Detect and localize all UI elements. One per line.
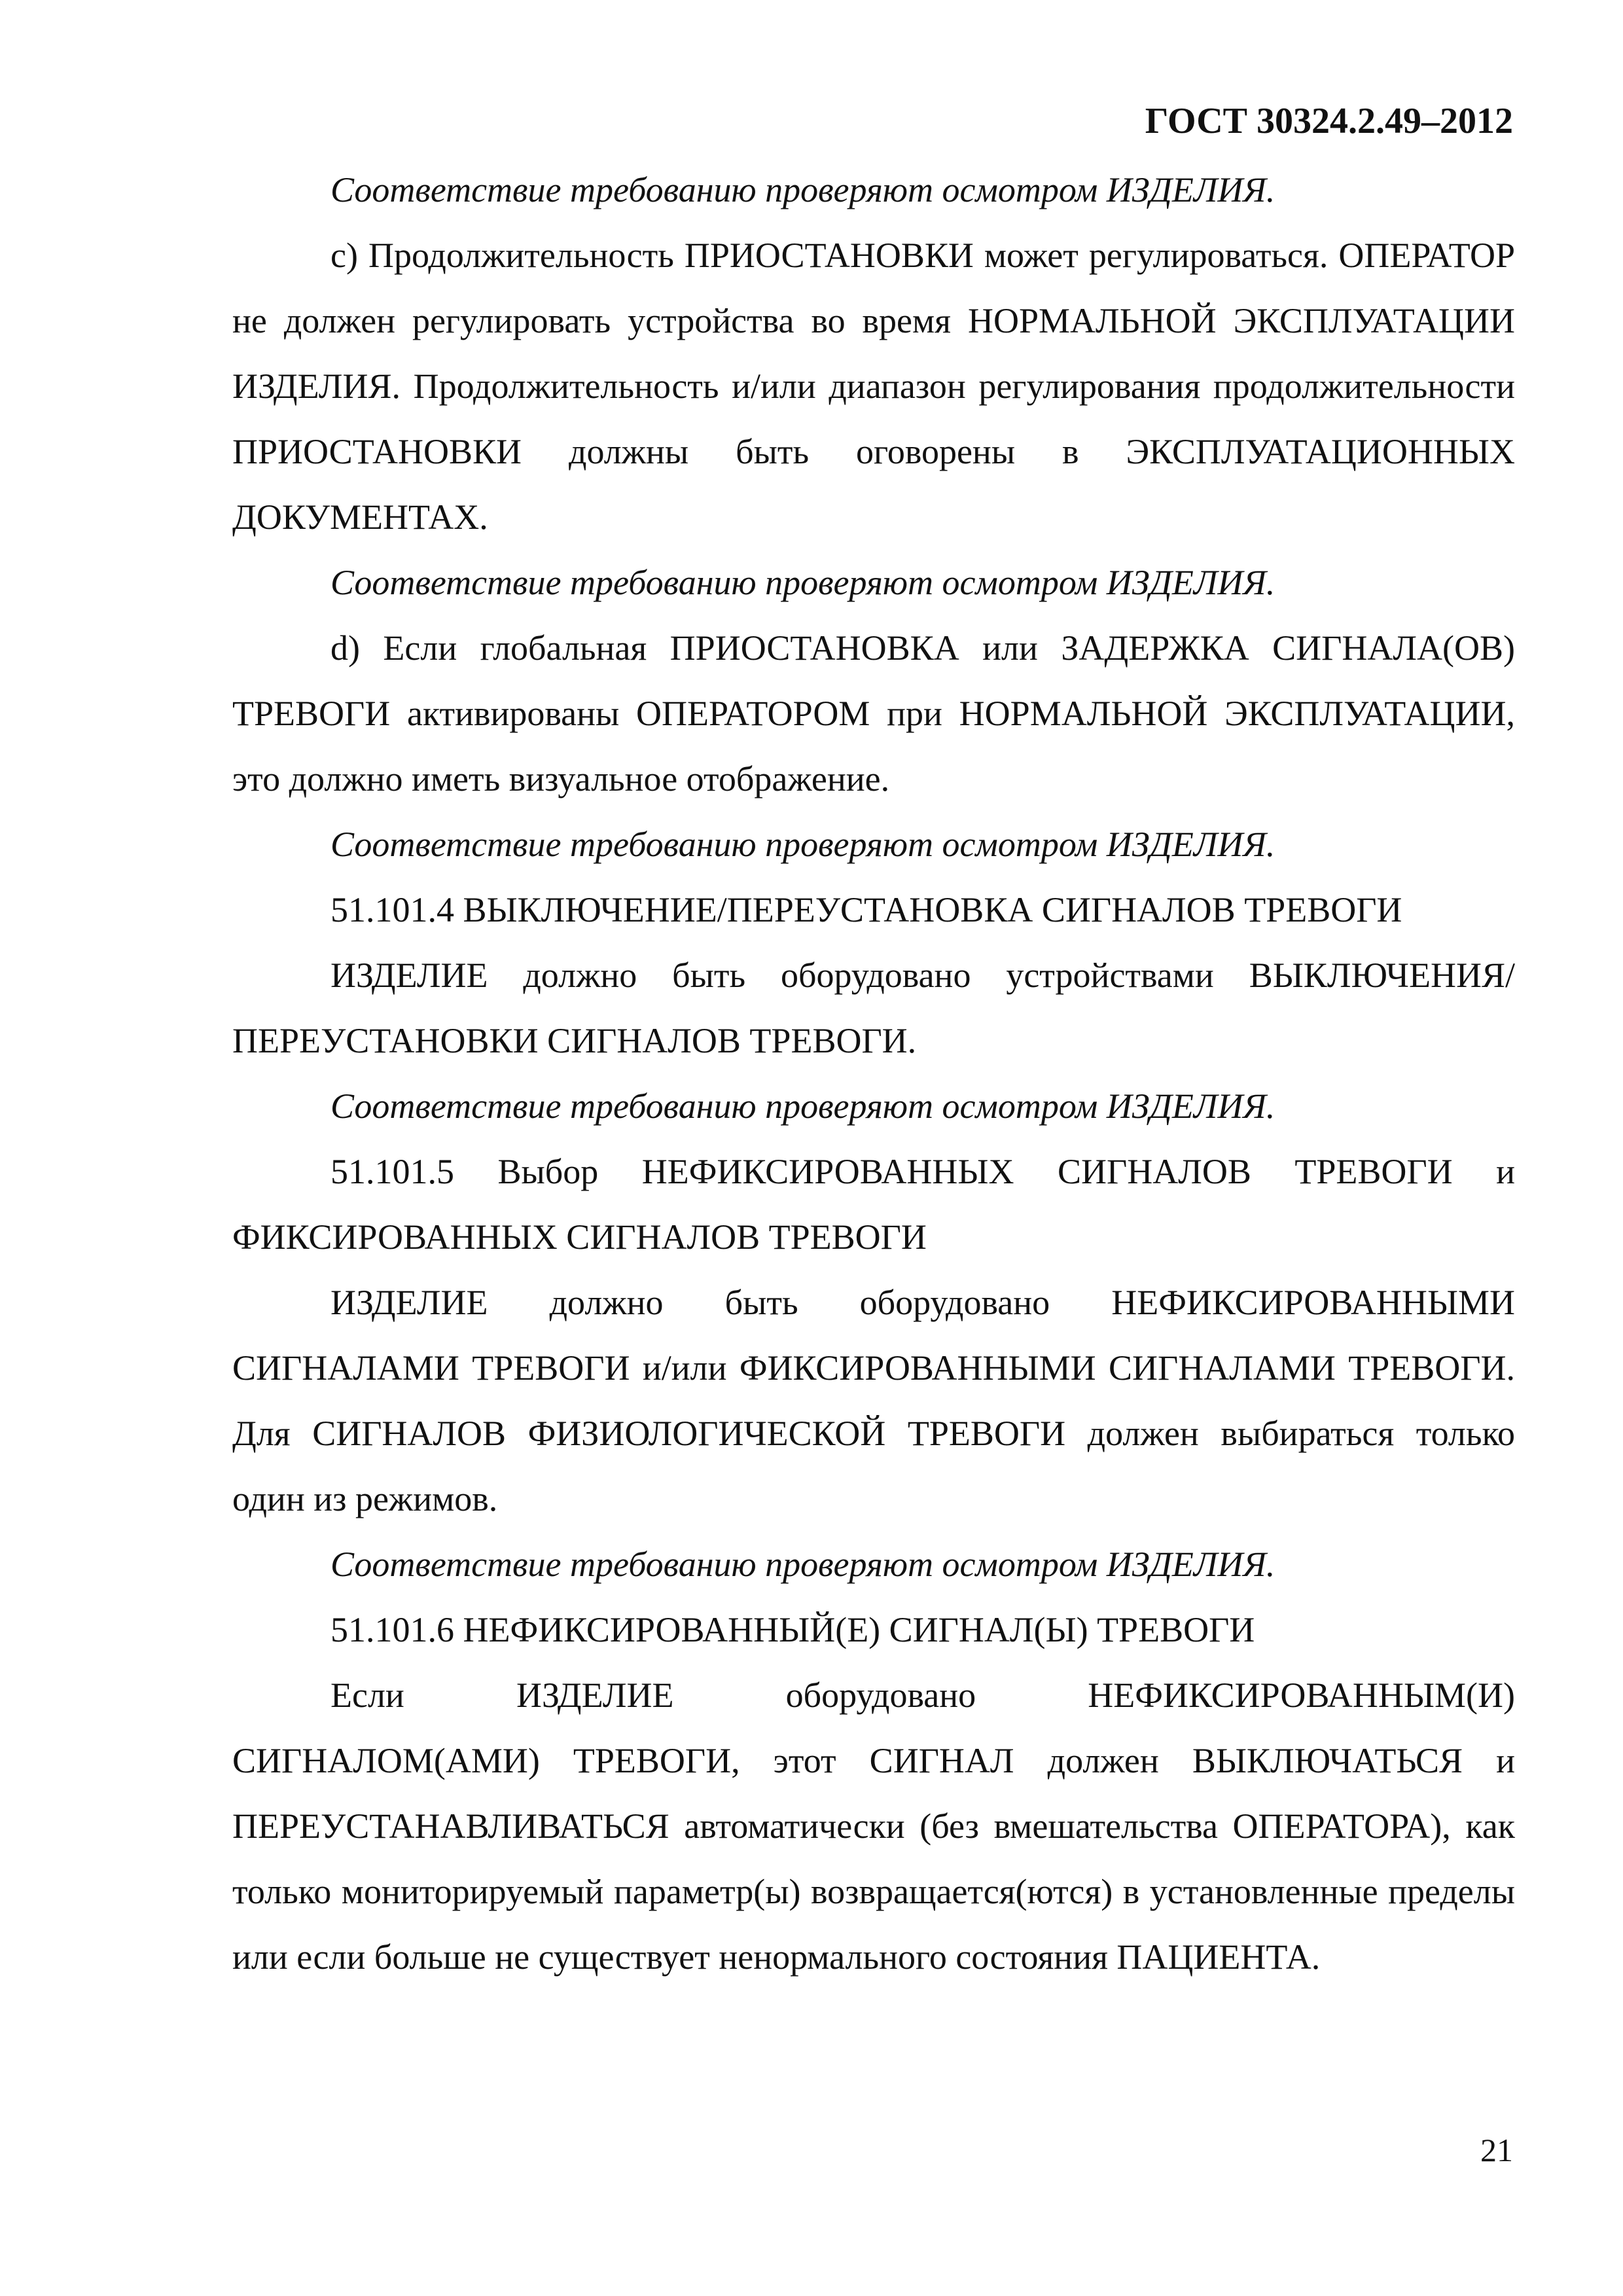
section-51-101-4-paragraph: ИЗДЕЛИЕ должно быть оборудовано устройствами ВЫКЛЮЧЕНИЯ/ПЕРЕУСТАНОВКИ СИГНАЛОВ ТРЕВОГИ. xyxy=(232,956,1515,1060)
compliance-note: Соответствие требованию проверяют осмотром ИЗДЕЛИЯ. xyxy=(330,563,1275,602)
compliance-note: Соответствие требованию проверяют осмотром ИЗДЕЛИЯ. xyxy=(330,1086,1275,1126)
section-51-101-5-paragraph: ИЗДЕЛИЕ должно быть оборудовано НЕФИКСИРОВАННЫМИ СИГНАЛАМИ ТРЕВОГИ и/или ФИКСИРОВАННЫМИ СИГНАЛАМИ ТРЕВОГИ. Для СИГНАЛОВ ФИЗИОЛОГИЧЕСКОЙ ТРЕВОГИ должен выбираться только один из режимов. xyxy=(232,1283,1515,1518)
clause-c-paragraph: c) Продолжительность ПРИОСТАНОВКИ может регулироваться. ОПЕРАТОР не должен регулировать устройства во время НОРМАЛЬНОЙ ЭКСПЛУАТАЦИИ ИЗДЕЛИЯ. Продолжительность и/или диапазон регулирования продолжительности ПРИОСТАНОВКИ должны быть оговорены в ЭКСПЛУАТАЦИОННЫХ ДОКУМЕНТАХ. xyxy=(232,236,1515,537)
compliance-note: Соответствие требованию проверяют осмотром ИЗДЕЛИЯ. xyxy=(330,1545,1275,1584)
compliance-note: Соответствие требованию проверяют осмотром ИЗДЕЛИЯ. xyxy=(330,170,1275,209)
section-heading-51-101-5: 51.101.5 Выбор НЕФИКСИРОВАННЫХ СИГНАЛОВ ТРЕВОГИ и ФИКСИРОВАННЫХ СИГНАЛОВ ТРЕВОГИ xyxy=(232,1152,1515,1257)
page-number: 21 xyxy=(1480,2132,1513,2168)
section-heading-51-101-6: 51.101.6 НЕФИКСИРОВАННЫЙ(Е) СИГНАЛ(Ы) ТРЕВОГИ xyxy=(330,1610,1255,1649)
clause-d-paragraph: d) Если глобальная ПРИОСТАНОВКА или ЗАДЕРЖКА СИГНАЛА(ОВ) ТРЕВОГИ активированы ОПЕРАТОРОМ при НОРМАЛЬНОЙ ЭКСПЛУАТАЦИИ, это должно иметь визуальное отображение. xyxy=(232,628,1515,798)
section-heading-51-101-4: 51.101.4 ВЫКЛЮЧЕНИЕ/ПЕРЕУСТАНОВКА СИГНАЛОВ ТРЕВОГИ xyxy=(330,890,1402,929)
document-body xyxy=(232,157,1515,1990)
compliance-note: Соответствие требованию проверяют осмотром ИЗДЕЛИЯ. xyxy=(330,825,1275,864)
section-51-101-6-paragraph: Если ИЗДЕЛИЕ оборудовано НЕФИКСИРОВАННЫМ(И) СИГНАЛОМ(АМИ) ТРЕВОГИ, этот СИГНАЛ должен ВЫКЛЮЧАТЬСЯ и ПЕРЕУСТАНАВЛИВАТЬСЯ автоматически (без вмешательства ОПЕРАТОРА), как только мониторируемый параметр(ы) возвращается(ются) в установленные пределы или если больше не существует ненормального состояния ПАЦИЕНТА. xyxy=(232,1676,1515,1977)
standard-header: ГОСТ 30324.2.49–2012 xyxy=(1145,101,1513,141)
